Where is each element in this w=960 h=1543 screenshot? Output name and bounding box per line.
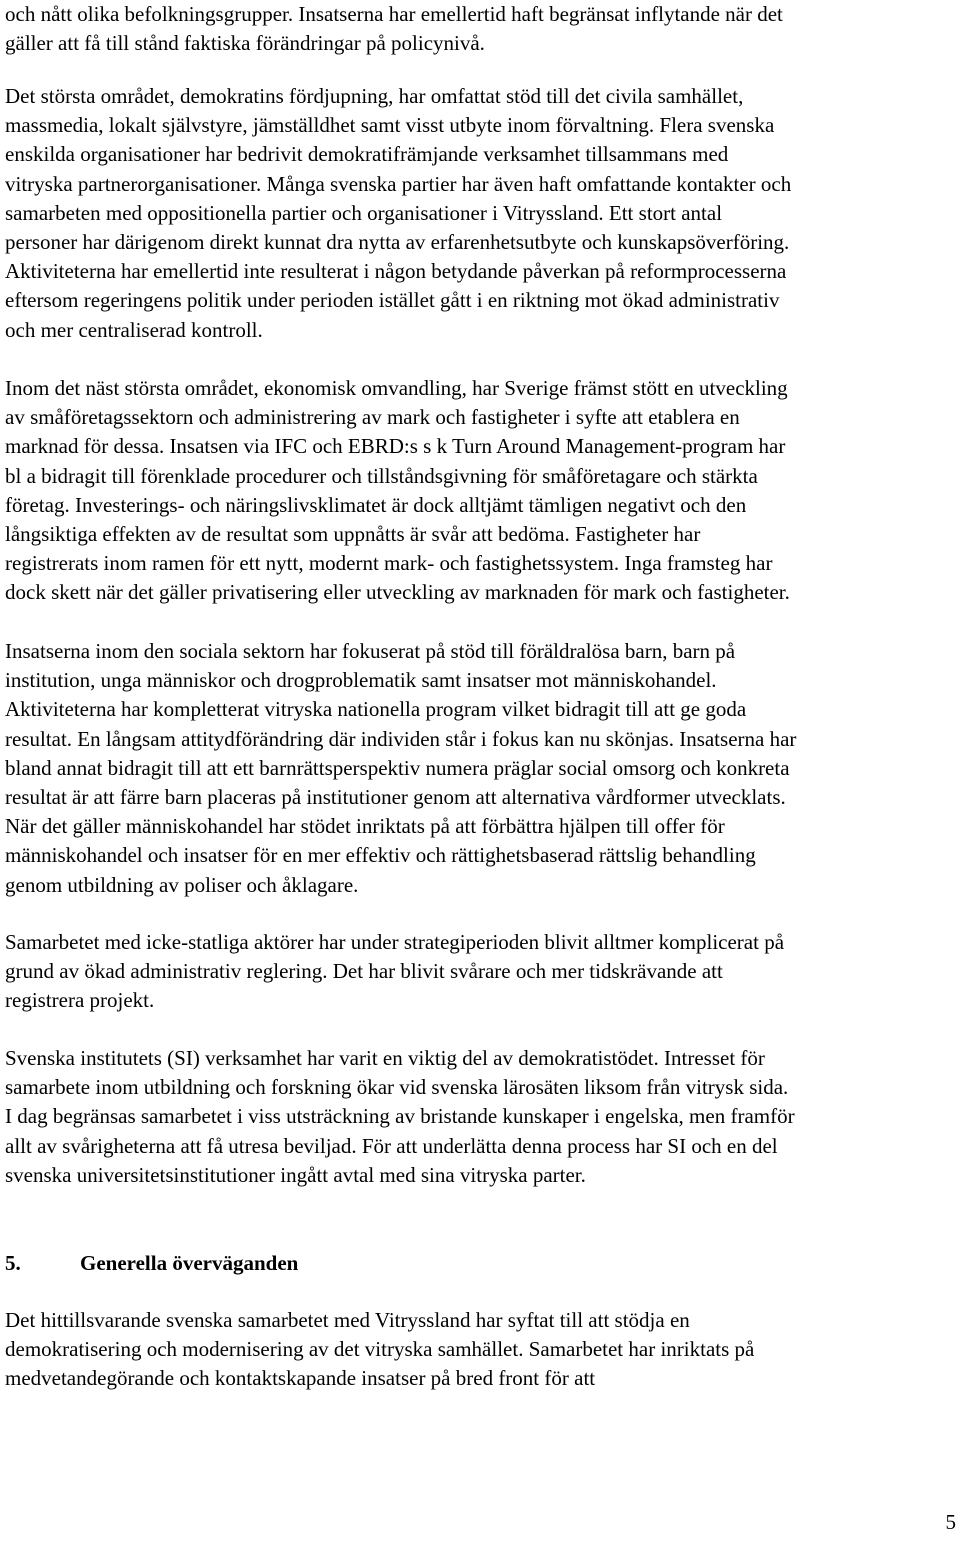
text-line: marknad för dessa. Insatsen via IFC och EBRD:s s k Turn Around Management-program har [5, 434, 786, 459]
text-line: I dag begränsas samarbetet i viss utsträckning av bristande kunskaper i engelska, men framför [5, 1104, 795, 1129]
text-line: demokratisering och modernisering av det vitryska samhället. Samarbetet har inriktats på [5, 1337, 755, 1362]
text-line: Inom det näst största området, ekonomisk omvandling, har Sverige främst stött en utveckling [5, 376, 788, 400]
text-line: genom utbildning av poliser och åklagare. [5, 872, 359, 897]
text-line: personer har därigenom direkt kunnat dra nytta av erfarenhetsutbyte och kunskapsöverföring. [5, 230, 790, 255]
text-line: allt av svårigheterna att få utresa beviljad. För att underlätta denna process har SI och en del [5, 1133, 778, 1158]
text-line: Aktiviteterna har emellertid inte resulterat i någon betydande påverkan på reformprocesserna [5, 259, 787, 284]
paragraph-general [5, 1306, 953, 1394]
paragraph-ngo [5, 928, 953, 1016]
text-line: långsiktiga effekten av de resultat som uppnåtts är svår att bedöma. Fastigheter har [5, 522, 701, 547]
text-line: enskilda organisationer har bedrivit demokratifrämjande verksamhet tillsammans med [5, 142, 729, 167]
text-line: bl a bidragit till förenklade procedurer och tillståndsgivning för småföretagare och stärkta [5, 463, 758, 488]
text-line: samarbeten med oppositionella partier och organisationer i Vitryssland. Ett stort antal [5, 200, 723, 225]
text-line: registrerats inom ramen för ett nytt, modernt mark- och fastighetssystem. Inga framsteg har [5, 551, 773, 576]
text-line: registrera projekt. [5, 988, 155, 1013]
text-line: Samarbetet med icke-statliga aktörer har under strategiperioden blivit alltmer komplicerat på [5, 930, 785, 954]
text-line: vitryska partnerorganisationer. Många svenska partier har även haft omfattande kontakter och [5, 171, 792, 196]
paragraph-continuation [5, 0, 953, 58]
text-line: bland annat bidragit till att ett barnrättsperspektiv numera präglar social omsorg och konkreta [5, 755, 790, 780]
text-line: Det hittillsvarande svenska samarbetet med Vitryssland har syftat till att stödja en [5, 1308, 690, 1332]
text-line: Svenska institutets (SI) verksamhet har varit en viktig del av demokratistödet. Intresset för [5, 1046, 765, 1070]
text-line: eftersom regeringens politik under perioden istället gått i en riktning mot ökad administrativ [5, 288, 780, 313]
paragraph-democracy [5, 82, 953, 345]
text-line: och nått olika befolkningsgrupper. Insatserna har emellertid haft begränsat inflytande när det [5, 2, 783, 26]
page-number: 5 [945, 1510, 956, 1534]
paragraph-social [5, 637, 953, 900]
section-heading [5, 1249, 298, 1278]
section-title: Generella överväganden [80, 1251, 299, 1275]
text-line: institution, unga människor och drogproblematik samt insatser mot människohandel. [5, 668, 717, 693]
section-number: 5. [5, 1251, 21, 1275]
text-line: medvetandegörande och kontaktskapande insatser på bred front för att [5, 1366, 596, 1391]
text-line: resultat. En långsam attitydförändring där individen står i fokus kan nu skönjas. Insatserna har [5, 726, 797, 751]
text-line: Aktiviteterna har kompletterat vitryska nationella program vilket bidragit till att ge goda [5, 697, 747, 722]
text-line: och mer centraliserad kontroll. [5, 317, 263, 342]
text-line: av småföretagssektorn och administrering av mark och fastigheter i syfte att etablera en [5, 405, 740, 430]
paragraph-economic [5, 374, 953, 608]
text-line: företag. Investerings- och näringslivsklimatet är dock alltjämt tämligen negativt och den [5, 492, 747, 517]
text-line: massmedia, lokalt självstyre, jämställdhet samt visst utbyte inom förvaltning. Flera svenska [5, 113, 775, 138]
text-line: samarbete inom utbildning och forskning ökar vid svenska lärosäten liksom från vitrysk sida. [5, 1075, 789, 1100]
text-line: svenska universitetsinstitutioner ingått avtal med sina vitryska parter. [5, 1162, 586, 1187]
text-line: Det största området, demokratins fördjupning, har omfattat stöd till det civila samhället, [5, 84, 744, 108]
text-line: dock skett när det gäller privatisering eller utveckling av marknaden för mark och fastigheter. [5, 580, 790, 605]
text-line: När det gäller människohandel har stödet inriktats på att förbättra hjälpen till offer för [5, 814, 725, 839]
text-line: Insatserna inom den sociala sektorn har fokuserat på stöd till föräldralösa barn, barn på [5, 639, 736, 663]
paragraph-swedish-institute [5, 1044, 953, 1190]
text-line: grund av ökad administrativ reglering. Det har blivit svårare och mer tidskrävande att [5, 959, 723, 984]
text-line: gäller att få till stånd faktiska förändringar på policynivå. [5, 31, 485, 56]
text-line: resultat är att färre barn placeras på institutioner genom att alternativa vårdformer utvecklats. [5, 785, 786, 810]
text-line: människohandel och insatser för en mer effektiv och rättighetsbaserad rättslig behandling [5, 843, 756, 868]
